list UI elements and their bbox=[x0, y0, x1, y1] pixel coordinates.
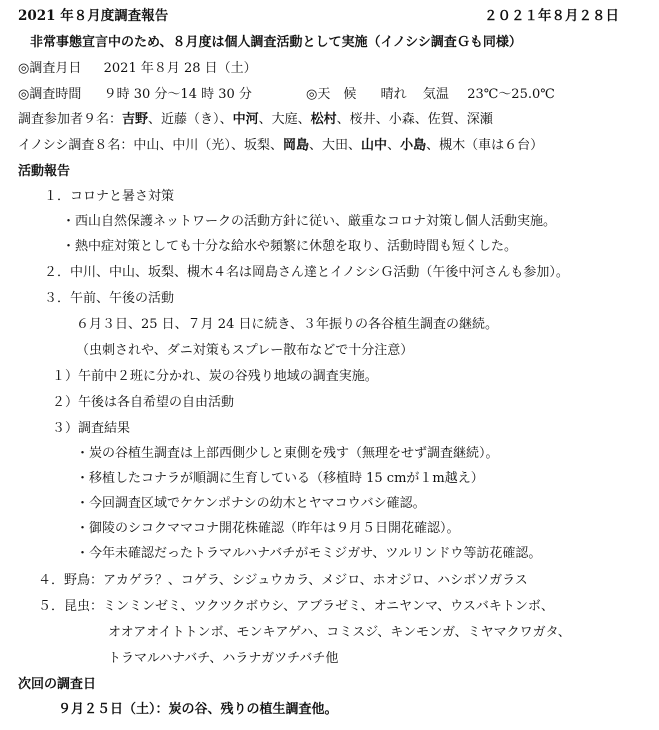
name-separator: 、 bbox=[258, 112, 272, 127]
name-separator: 、 bbox=[297, 112, 311, 127]
name-separator: 、 bbox=[219, 112, 233, 127]
result-2: ・移植したコナラが順調に生育している（移植時 15 cmが１m越え） bbox=[76, 471, 484, 486]
survey-time-value: ９時 30 分～14 時 30 分 bbox=[103, 87, 252, 102]
item-5-insects-cont-1: オオアオイトトンボ、モンキアゲハ、コミスジ、キンモンガ、ミヤマクワガタ、 bbox=[108, 625, 571, 640]
name-separator: 、 bbox=[269, 138, 283, 153]
item-5-insects: ５．昆虫：ミンミンゼミ、ツクツクボウシ、アブラゼミ、オニヤンマ、ウスバキトンボ、 bbox=[38, 599, 554, 614]
weather-block bbox=[306, 88, 555, 101]
participants-names bbox=[122, 112, 493, 127]
member-name: 大田 bbox=[322, 138, 349, 153]
name-separator: 、 bbox=[387, 138, 401, 153]
member-name: 深瀬 bbox=[466, 112, 493, 127]
participants-prefix: 調査参加者９名： bbox=[18, 112, 123, 127]
name-separator: 、 bbox=[159, 138, 173, 153]
report-date: ２０２１年８月２８日 bbox=[484, 8, 619, 24]
member-name: 小島 bbox=[400, 138, 427, 153]
weather-value: 晴れ bbox=[380, 87, 407, 102]
name-separator: 、 bbox=[309, 138, 323, 153]
item-3-text-a: ６月３日、25 日、７月 24 日に続き、３年振りの各谷植生調査の継続。 bbox=[76, 317, 498, 332]
result-1: ・炭の谷植生調査は上部西側少しと東側を残す（無理をせず調査継続）。 bbox=[76, 446, 499, 461]
name-separator: 、 bbox=[230, 138, 244, 153]
survey-date-row bbox=[18, 62, 257, 75]
item-1-bullet-a: ・西山自然保護ネットワークの活動方針に従い、厳重なコロナ対策し個人活動実施。 bbox=[62, 214, 557, 229]
sub-item-1: １）午前中２班に分かれ、炭の谷残り地域の調査実施。 bbox=[52, 369, 378, 384]
notice-line: 非常事態宣言中のため、８月度は個人調査活動として実施（イノシシ調査Ｇも同様） bbox=[30, 35, 522, 50]
temperature-value: 23℃～25.0℃ bbox=[467, 87, 555, 102]
member-name: 小森 bbox=[388, 112, 415, 127]
item-1-bullet-b: ・熱中症対策としても十分な給水や頻繁に休憩を取り、活動時間も短くした。 bbox=[62, 239, 518, 254]
member-name: 松村 bbox=[310, 112, 337, 127]
survey-date-value: 2021 年８月 28 日（土） bbox=[103, 61, 257, 76]
survey-date-label: ◎調査月日 bbox=[18, 61, 82, 76]
sub-item-3: ３）調査結果 bbox=[52, 421, 131, 436]
member-name: 槻木（車は６台） bbox=[439, 138, 544, 153]
survey-time-row bbox=[18, 88, 252, 101]
name-separator: 、 bbox=[348, 138, 362, 153]
item-1: １．コロナと暑さ対策 bbox=[44, 189, 175, 204]
result-5: ・今年未確認だったトラマルハナバチがモミジガサ、ツルリンドウ等訪花確認。 bbox=[76, 546, 542, 561]
name-separator: 、 bbox=[453, 112, 467, 127]
item-3: ３．午前、午後の活動 bbox=[44, 291, 175, 306]
member-name: 近藤（き） bbox=[161, 112, 220, 127]
item-2: ２．中川、中山、坂梨、槻木４名は岡島さん達とイノシシＧ活動（午後中河さんも参加）。 bbox=[44, 265, 569, 280]
name-separator: 、 bbox=[426, 138, 440, 153]
member-name: 中川（光） bbox=[172, 138, 231, 153]
member-name: 中山 bbox=[133, 138, 160, 153]
item-3-text-b: （虫刺されや、ダニ対策もスプレー散布などで十分注意） bbox=[76, 343, 414, 358]
item-5-insects-cont-2: トラマルハナバチ、ハラナガツチバチ他 bbox=[108, 651, 339, 666]
name-separator: 、 bbox=[148, 112, 162, 127]
next-survey-text: ９月２５日（土）：炭の谷、残りの植生調査他。 bbox=[58, 702, 338, 717]
member-name: 山中 bbox=[361, 138, 388, 153]
item-4-birds: ４．野鳥：アカゲラ？、コゲラ、シジュウカラ、メジロ、ホオジロ、ハシボソガラス bbox=[38, 573, 528, 588]
member-name: 中河 bbox=[232, 112, 259, 127]
member-name: 佐賀 bbox=[427, 112, 454, 127]
name-separator: 、 bbox=[375, 112, 389, 127]
temperature-label: 気温 bbox=[422, 87, 449, 102]
member-name: 岡島 bbox=[282, 138, 309, 153]
member-name: 大庭 bbox=[271, 112, 298, 127]
next-survey-heading: 次回の調査日 bbox=[18, 677, 97, 692]
member-name: 坂梨 bbox=[243, 138, 270, 153]
boar-group-names bbox=[133, 138, 543, 153]
weather-label: ◎天 候 bbox=[306, 87, 357, 102]
boar-group-prefix: イノシシ調査８名： bbox=[18, 138, 134, 153]
survey-time-label: ◎調査時間 bbox=[18, 87, 82, 102]
participants-row bbox=[18, 113, 493, 126]
name-separator: 、 bbox=[414, 112, 428, 127]
report-title: 2021 年８月度調査報告 bbox=[18, 8, 169, 24]
boar-group-row bbox=[18, 139, 543, 152]
sub-item-2: ２）午後は各自希望の自由活動 bbox=[52, 395, 235, 410]
result-4: ・御陵のシコクママコナ開花株確認（昨年は９月５日開花確認）。 bbox=[76, 521, 460, 536]
member-name: 吉野 bbox=[122, 112, 149, 127]
result-3: ・今回調査区域でケケンポナシの幼木とヤマコウバシ確認。 bbox=[76, 496, 426, 511]
report-heading: 活動報告 bbox=[18, 164, 71, 179]
name-separator: 、 bbox=[336, 112, 350, 127]
member-name: 桜井 bbox=[349, 112, 376, 127]
